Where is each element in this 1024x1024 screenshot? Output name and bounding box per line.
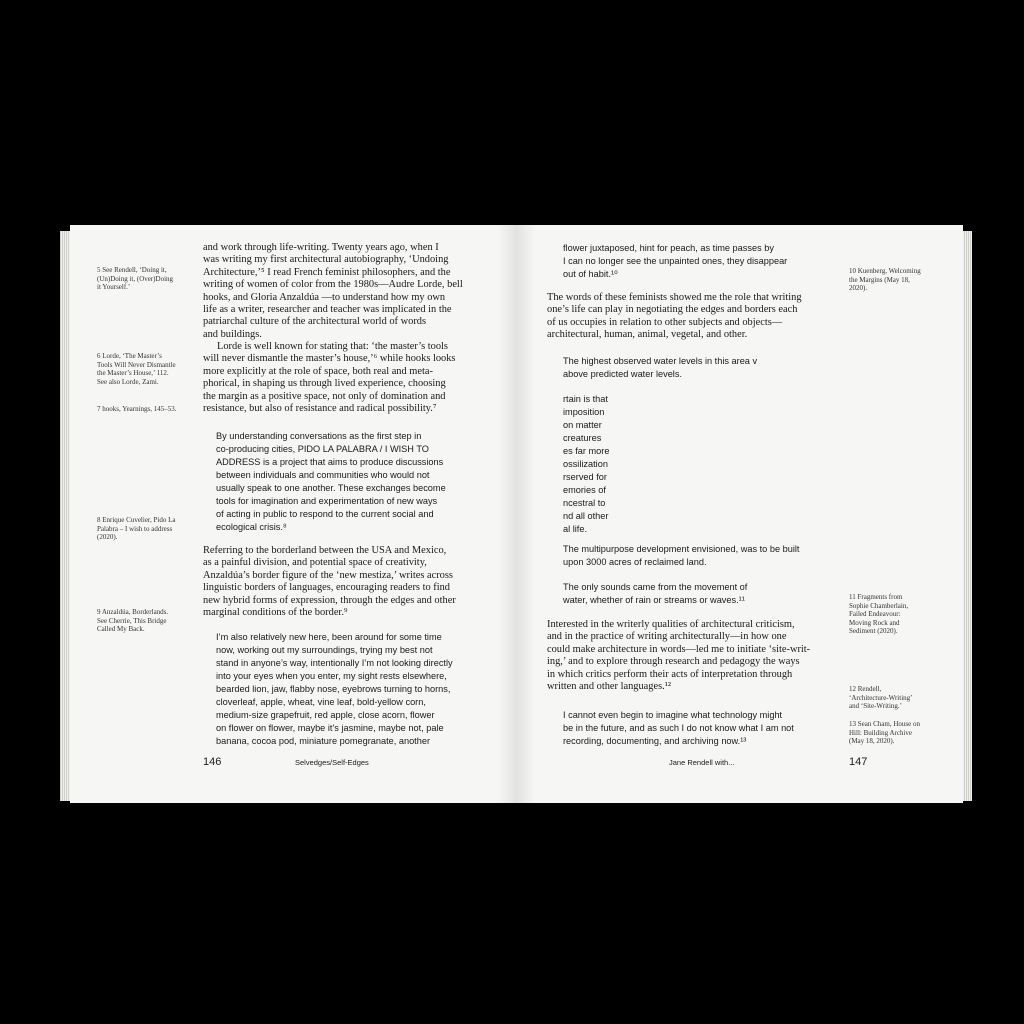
- text-line: phorical, in shaping us through lived experience, choosing: [203, 378, 446, 390]
- paragraph-life-writing: [203, 242, 463, 341]
- text-line: upon 3000 acres of reclaimed land.: [563, 557, 707, 567]
- quote-flower-juxtaposed: [563, 242, 787, 281]
- text-line: es far more: [563, 446, 610, 456]
- footnote-5: 5 See Rendell, ‘Doing it, (Un)Doing it, (Over)Doing it Yourself.’: [97, 266, 174, 291]
- text-line: resistance, but also of resistance and radical possibility.⁷: [203, 403, 437, 415]
- text-line: linguistic borders of languages, encouraging readers to find: [203, 582, 450, 594]
- quote-water-levels: [563, 355, 757, 381]
- text-line: usually speak to one another. These exchanges become: [216, 483, 446, 493]
- page-edges-right: [962, 231, 972, 801]
- text-line: one’s life can play in negotiating the edges and borders each: [547, 304, 798, 316]
- text-line: could make architecture in words—led me to initiate ‘site-writ-: [547, 643, 811, 655]
- text-line: I’m also relatively new here, been around for some time: [216, 632, 442, 642]
- paragraph-borderland: [203, 545, 456, 619]
- text-line: into your eyes when you enter, my sight rests elsewhere,: [216, 671, 447, 681]
- quote-multipurpose-development: [563, 543, 799, 569]
- text-line: hooks, and Gloria Anzaldúa —to understand how my own: [203, 291, 446, 303]
- text-line: writing of women of color from the 1980s—Audre Lorde, bell: [203, 279, 463, 291]
- text-line: patriarchal culture of the architectural world of words: [203, 316, 427, 328]
- text-line: above predicted water levels.: [563, 369, 682, 379]
- text-line: ncestral to: [563, 498, 606, 508]
- footnote-9: 9 Anzaldúa, Borderlands. See Cherrie, This Bridge Called My Back.: [97, 608, 169, 633]
- footnote-13: 13 Sean Cham, House on Hill: Building Archive (May 18, 2020).: [849, 720, 920, 745]
- quote-new-here: [216, 631, 453, 748]
- quote-fragments: [563, 393, 609, 536]
- quote-technology: [563, 709, 794, 748]
- text-line: ADDRESS is a project that aims to produce discussions: [216, 457, 444, 467]
- text-line: on matter: [563, 420, 602, 430]
- paragraph-site-writing: [547, 619, 810, 693]
- text-line: emories of: [563, 485, 606, 495]
- text-line: be in the future, and as such I do not know what I am not: [563, 723, 794, 733]
- gutter-shadow-right: [517, 225, 535, 803]
- footnote-11: 11 Fragments from Sophie Chamberlain, Failed Endeavour: Moving Rock and Sediment (2020).: [849, 593, 909, 635]
- text-line: between individuals and communities who would not: [216, 470, 430, 480]
- quote-only-sounds: [563, 581, 747, 607]
- text-line: written and other languages.¹²: [547, 681, 671, 693]
- text-line: cloverleaf, apple, wheat, vine leaf, bold-yellow corn,: [216, 697, 426, 707]
- text-line: imposition: [563, 407, 605, 417]
- text-line: will never dismantle the master’s house,’⁶ while hooks looks: [203, 353, 456, 365]
- text-line: flower juxtaposed, hint for peach, as time passes by: [563, 243, 774, 253]
- text-line: recording, documenting, and archiving now.¹³: [563, 736, 747, 746]
- running-head-left: Selvedges/Self-Edges: [295, 758, 369, 767]
- running-head-right: Jane Rendell with...: [669, 758, 735, 767]
- text-line: Referring to the borderland between the USA and Mexico,: [203, 545, 447, 556]
- text-line: banana, cocoa pod, miniature pomegranate, another: [216, 736, 431, 746]
- left-page: [70, 225, 517, 803]
- text-line: Interested in the writerly qualities of architectural criticism,: [547, 619, 795, 630]
- text-line: The highest observed water levels in this area v: [563, 356, 758, 366]
- footnote-7: 7 hooks, Yearnings, 145–53.: [97, 405, 177, 413]
- footnote-6: 6 Lorde, ‘The Master’s Tools Will Never Dismantle the Master’s House,’ 112. See also Lorde, Zami.: [97, 352, 176, 386]
- page-number-left: 146: [203, 756, 222, 768]
- text-line: life as a writer, researcher and teacher was implicated in the: [203, 304, 452, 316]
- right-page: [516, 225, 963, 803]
- text-line: I cannot even begin to imagine what technology might: [563, 710, 783, 720]
- text-line: was writing my first architectural autobiography, ‘Undoing: [203, 254, 449, 266]
- text-line: creatures: [563, 433, 602, 443]
- text-line: The multipurpose development envisioned, was to be built: [563, 544, 800, 554]
- text-line: now, working out my surroundings, trying my best not: [216, 645, 433, 655]
- text-line: the margin as a positive space, not only of domination and: [203, 390, 446, 402]
- paragraph-lorde: [203, 341, 455, 415]
- footnote-10: 10 Kuenberg, Welcoming the Margins (May 18, 2020).: [849, 267, 921, 292]
- text-line: marginal conditions of the border.⁹: [203, 607, 348, 619]
- text-line: Anzaldúa’s border figure of the ‘new mestiza,’ writes across: [203, 569, 453, 581]
- text-line: nd all other: [563, 511, 609, 521]
- text-line: more explicitly at the role of space, both real and meta-: [203, 365, 433, 377]
- text-line: Architecture,’⁵ I read French feminist philosophers, and the: [203, 266, 451, 278]
- text-line: and buildings.: [203, 328, 262, 340]
- text-line: of us occupies in relation to other subjects and objects—: [547, 316, 783, 328]
- text-line: ecological crisis.⁸: [216, 522, 287, 532]
- quote-pido-la-palabra: [216, 430, 446, 534]
- footnote-8: 8 Enrique Cuvelier, Pido La Palabra – I wish to address (2020).: [97, 516, 176, 541]
- text-line: water, whether of rain or streams or waves.¹¹: [563, 595, 745, 605]
- footnote-12: 12 Rendell, ‘Architecture-Writing’ and ‘Site-Writing.’: [849, 685, 912, 710]
- text-line: rserved for: [563, 472, 607, 482]
- text-line: stand in anyone’s way, intentionally I’m not looking directly: [216, 658, 453, 668]
- text-line: tools for imagination and experimentation of new ways: [216, 496, 438, 506]
- text-line: out of habit.¹⁰: [563, 269, 618, 279]
- text-line: co-producing cities, PIDO LA PALABRA / I WISH TO: [216, 444, 429, 454]
- page-edges-left: [60, 231, 70, 801]
- open-book: [60, 225, 972, 803]
- text-line: and in the practice of writing architecturally—in how one: [547, 631, 787, 643]
- text-line: By understanding conversations as the first step in: [216, 431, 422, 441]
- text-line: architectural, human, animal, vegetal, and other.: [547, 329, 748, 341]
- text-line: al life.: [563, 524, 588, 534]
- text-line: medium-size grapefruit, red apple, close acorn, flower: [216, 710, 435, 720]
- paragraph-feminists: [547, 292, 802, 342]
- text-line: Lorde is well known for stating that: ‘the master’s tools: [217, 341, 448, 352]
- text-line: The words of these feminists showed me the role that writing: [547, 292, 802, 303]
- text-line: and work through life-writing. Twenty years ago, when I: [203, 242, 439, 253]
- text-line: rtain is that: [563, 394, 608, 404]
- gutter-shadow-left: [498, 225, 516, 803]
- text-line: on flower on flower, maybe it’s jasmine, maybe not, pale: [216, 723, 444, 733]
- text-line: ossilization: [563, 459, 608, 469]
- text-line: I can no longer see the unpainted ones, they disappear: [563, 256, 788, 266]
- text-line: bearded lion, jaw, flabby nose, eyebrows turning to horns,: [216, 684, 451, 694]
- text-line: as a painful division, and potential space of creativity,: [203, 557, 427, 569]
- text-line: ing,’ and to explore through research and pedagogy the ways: [547, 656, 800, 668]
- text-line: of acting in public to respond to the current social and: [216, 509, 434, 519]
- text-line: in which critics perform their acts of interpretation through: [547, 668, 793, 680]
- text-line: new hybrid forms of expression, through the edges and other: [203, 594, 456, 606]
- text-line: The only sounds came from the movement of: [563, 582, 748, 592]
- page-number-right: 147: [849, 756, 868, 768]
